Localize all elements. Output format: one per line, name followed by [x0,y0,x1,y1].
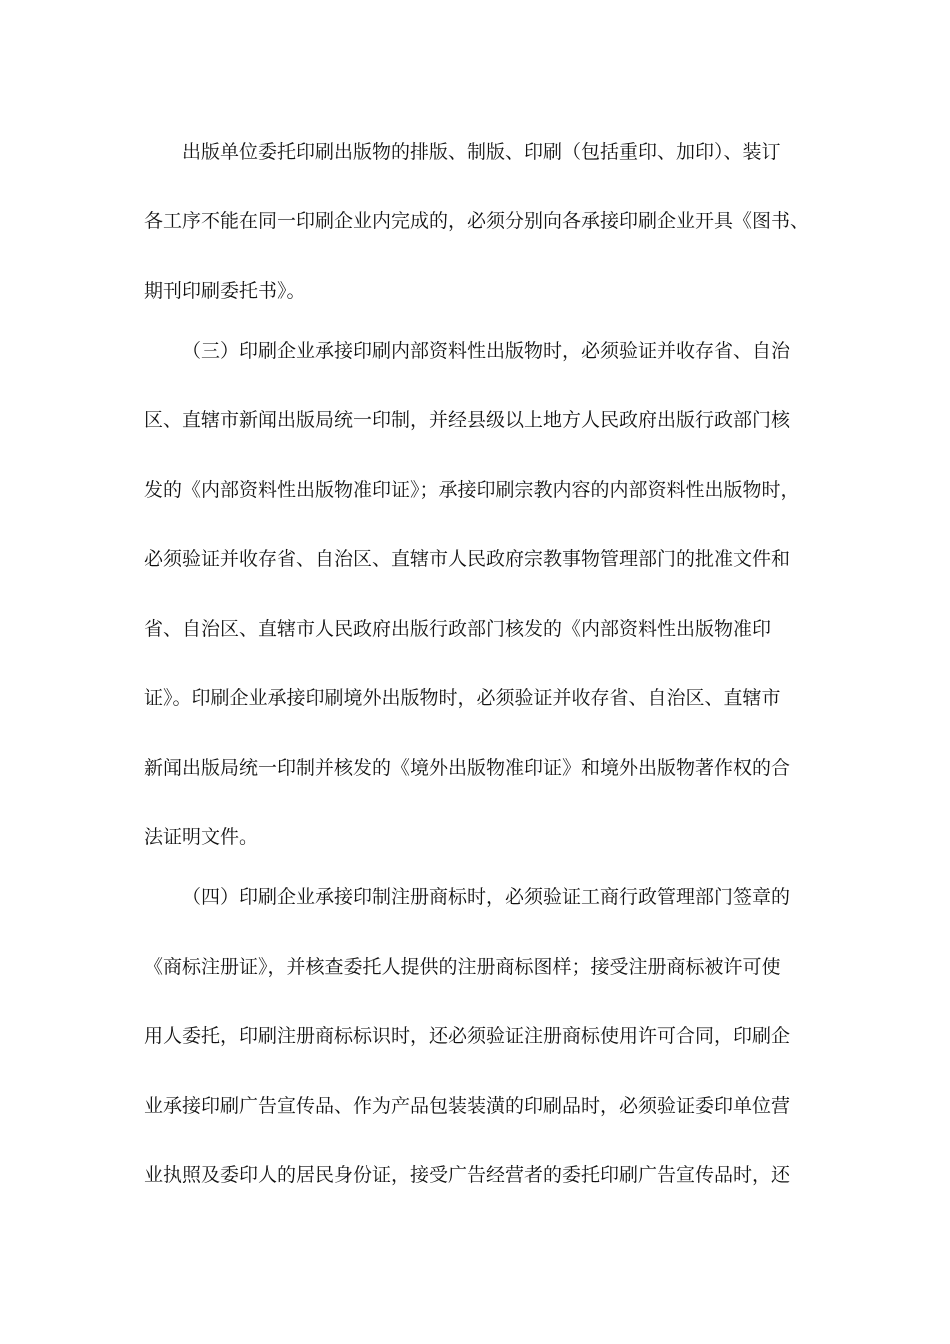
text-line-3: 期刊印刷委托书》。 [144,280,306,302]
text-line-4: （三）印刷企业承接印刷内部资料性出版物时，必须验证并收存省、自治 [182,340,791,362]
text-line-12: （四）印刷企业承接印制注册商标时，必须验证工商行政管理部门签章的 [182,886,791,908]
text-line-8: 省、自治区、直辖市人民政府出版行政部门核发的《内部资料性出版物准印 [144,618,772,640]
text-line-1: 出版单位委托印刷出版物的排版、制版、印刷（包括重印、加印）、装订 [182,141,781,163]
text-line-9: 证》。印刷企业承接印刷境外出版物时，必须验证并收存省、自治区、直辖市 [144,687,781,709]
text-line-2: 各工序不能在同一印刷企业内完成的，必须分别向各承接印刷企业开具《图书、 [144,210,810,232]
text-line-10: 新闻出版局统一印制并核发的《境外出版物准印证》和境外出版物著作权的合 [144,757,791,779]
text-line-15: 业承接印刷广告宣传品、作为产品包装装潢的印刷品时，必须验证委印单位营 [144,1095,791,1117]
text-line-16: 业执照及委印人的居民身份证，接受广告经营者的委托印刷广告宣传品时，还 [144,1164,791,1186]
text-line-5: 区、直辖市新闻出版局统一印制，并经县级以上地方人民政府出版行政部门核 [144,409,791,431]
text-line-13: 《商标注册证》，并核查委托人提供的注册商标图样；接受注册商标被许可使 [144,956,781,978]
text-line-6: 发的《内部资料性出版物准印证》；承接印刷宗教内容的内部资料性出版物时， [144,479,800,501]
text-line-11: 法证明文件。 [144,826,259,848]
text-line-14: 用人委托，印刷注册商标标识时，还必须验证注册商标使用许可合同，印刷企 [144,1025,791,1047]
text-line-7: 必须验证并收存省、自治区、直辖市人民政府宗教事物管理部门的批准文件和 [144,548,791,570]
